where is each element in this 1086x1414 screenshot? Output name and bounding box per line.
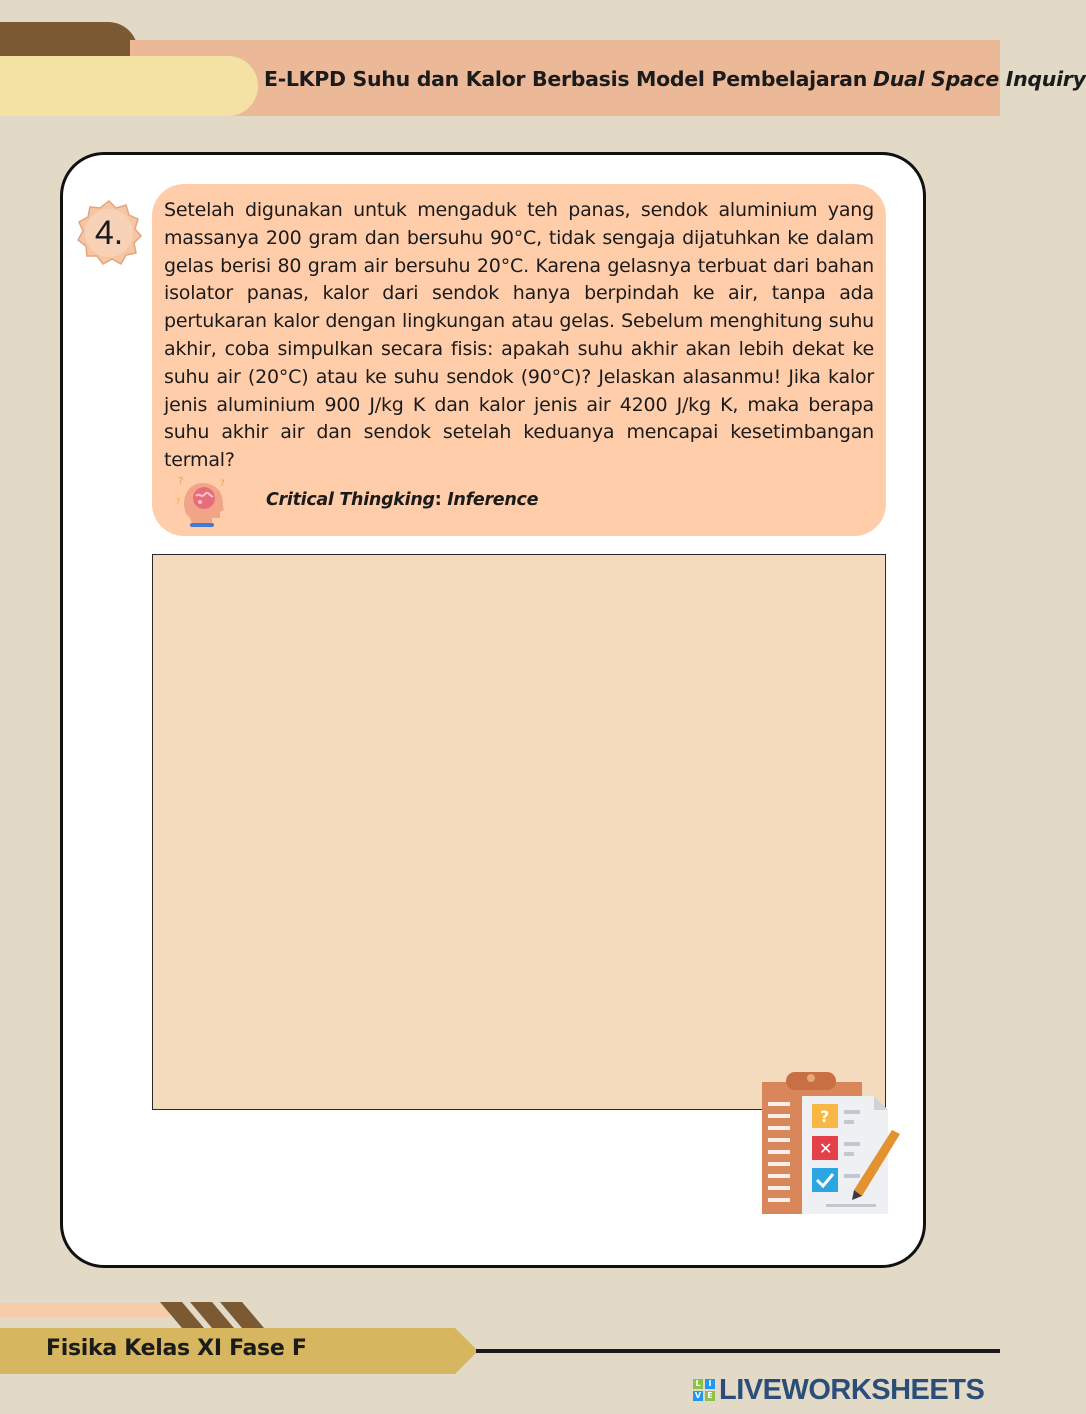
liveworksheets-logo — [693, 1374, 984, 1406]
footer-decoration-peach — [0, 1303, 170, 1317]
logo-letter-i: I — [705, 1379, 715, 1389]
logo-letter-e: E — [705, 1391, 715, 1401]
critical-thinking-label — [266, 490, 538, 510]
question-number-badge — [76, 200, 142, 266]
skill-value: Inference — [447, 490, 539, 510]
question-number: 4. — [94, 213, 124, 252]
svg-text:?: ? — [820, 1107, 830, 1126]
question-text: Setelah digunakan untuk mengaduk teh panas, sendok aluminium yang massanya 200 gram dan bersuhu 90°C, tidak sengaja dijatuhkan ke dalam gelas berisi 80 gram air bersuhu 20°C. Karena gelasnya terbuat dari bahan isolator panas, kalor dari sendok hanya berpindah ke air, tanpa ada pertukaran kalor dengan lingkungan atau gelas. Sebelum menghitung suhu akhir, coba simpulkan secara fisis: apakah suhu akhir akan lebih dekat ke suhu air (20°C) atau ke suhu sendok (90°C)? Jelaskan alasanmu! Jika kalor jenis aluminium 900 J/kg K dan kalor jenis air 4200 J/kg K, maka berapa suhu akhir air dan sendok setelah keduanya mencapai kesetimbangan termal? — [164, 199, 874, 472]
footer-label: Fisika Kelas XI Fase F — [46, 1336, 307, 1361]
logo-letter-l: L — [693, 1379, 703, 1389]
thinking-head-icon — [176, 474, 232, 530]
liveworksheets-text: LIVEWORKSHEETS — [719, 1373, 985, 1406]
checklist-clipboard-icon — [756, 1068, 906, 1218]
page-title-italic: Dual Space Inquiry — [873, 67, 1086, 91]
footer-stripes — [160, 1302, 270, 1328]
answer-textarea[interactable] — [152, 554, 886, 1110]
svg-text:✕: ✕ — [819, 1139, 833, 1158]
svg-text:?: ? — [178, 476, 184, 487]
svg-text:?: ? — [220, 479, 225, 489]
header-decoration-yellow — [0, 56, 258, 116]
logo-letter-v: V — [694, 1391, 702, 1400]
footer-line — [476, 1349, 1000, 1353]
svg-text:?: ? — [176, 497, 181, 506]
liveworksheets-logo-mark — [693, 1379, 715, 1401]
page-title-main: E-LKPD Suhu dan Kalor Berbasis Model Pembelajaran — [264, 67, 868, 91]
skill-name: Critical Thingking — [266, 490, 435, 510]
skill-separator: : — [434, 490, 442, 510]
page-title — [264, 62, 1086, 96]
